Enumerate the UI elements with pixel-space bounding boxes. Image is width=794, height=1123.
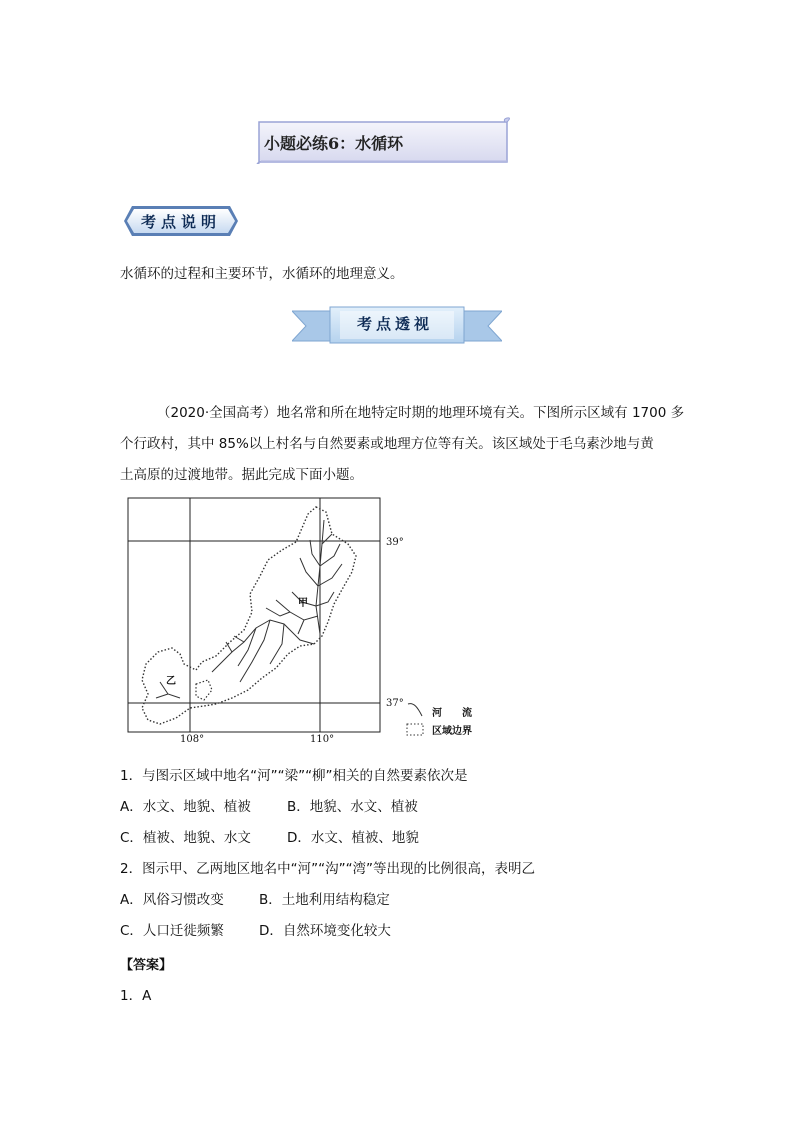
label-jia: 甲 bbox=[298, 598, 308, 609]
question-2-option-a: A．风俗习惯改变 bbox=[120, 892, 224, 908]
passage-line-3: 土高原的过渡地带。据此完成下面小题。 bbox=[120, 467, 363, 483]
intro-text: 水循环的过程和主要环节，水循环的地理意义。 bbox=[120, 266, 404, 282]
region-map bbox=[120, 494, 492, 746]
label-yi: 乙 bbox=[166, 676, 176, 687]
question-2-option-b: B．土地利用结构稳定 bbox=[259, 892, 390, 908]
question-1-option-d: D．水文、植被、地貌 bbox=[287, 830, 419, 846]
question-2-stem: 2．图示甲、乙两地区地名中“河”“沟”“湾”等出现的比例很高，表明乙 bbox=[120, 861, 536, 877]
map-frame bbox=[128, 498, 380, 732]
answer-1: 1．A bbox=[120, 988, 152, 1004]
question-1-option-c: C．植被、地貌、水文 bbox=[120, 830, 251, 846]
river-network bbox=[156, 520, 342, 698]
lon-110-label: 110° bbox=[310, 734, 335, 745]
legend-river-symbol bbox=[408, 704, 422, 716]
answer-label: 【答案】 bbox=[120, 958, 173, 973]
region-boundary bbox=[142, 507, 356, 724]
lat-37-label: 37° bbox=[386, 698, 404, 709]
section-ribbon-label: 考点透视 bbox=[356, 315, 433, 333]
question-1-option-a: A．水文、地貌、植被 bbox=[120, 799, 251, 815]
legend-boundary-label: 区域边界 bbox=[432, 726, 472, 737]
question-1-stem: 1．与图示区域中地名“河”“梁”“柳”相关的自然要素依次是 bbox=[120, 768, 468, 784]
question-2-option-c: C．人口迁徙频繁 bbox=[120, 923, 224, 939]
region-boundary-inner bbox=[196, 680, 212, 700]
page-title: 小题必练6：水循环 bbox=[264, 134, 404, 153]
legend-boundary-symbol bbox=[407, 724, 423, 735]
question-1-option-b: B．地貌、水文、植被 bbox=[287, 799, 418, 815]
lon-108-label: 108° bbox=[180, 734, 205, 745]
question-2-option-d: D．自然环境变化较大 bbox=[259, 923, 391, 939]
passage-line-1: （2020·全国高考）地名常和所在地特定时期的地理环境有关。下图所示区域有 1700 多 bbox=[157, 405, 685, 421]
legend-river-label: 河 流 bbox=[432, 708, 472, 719]
lat-39-label: 39° bbox=[386, 537, 404, 548]
passage-line-2: 个行政村，其中 85%以上村名与自然要素或地理方位等有关。该区域处于毛乌素沙地与黄 bbox=[120, 436, 654, 452]
section-badge-label: 考点说明 bbox=[140, 213, 221, 231]
